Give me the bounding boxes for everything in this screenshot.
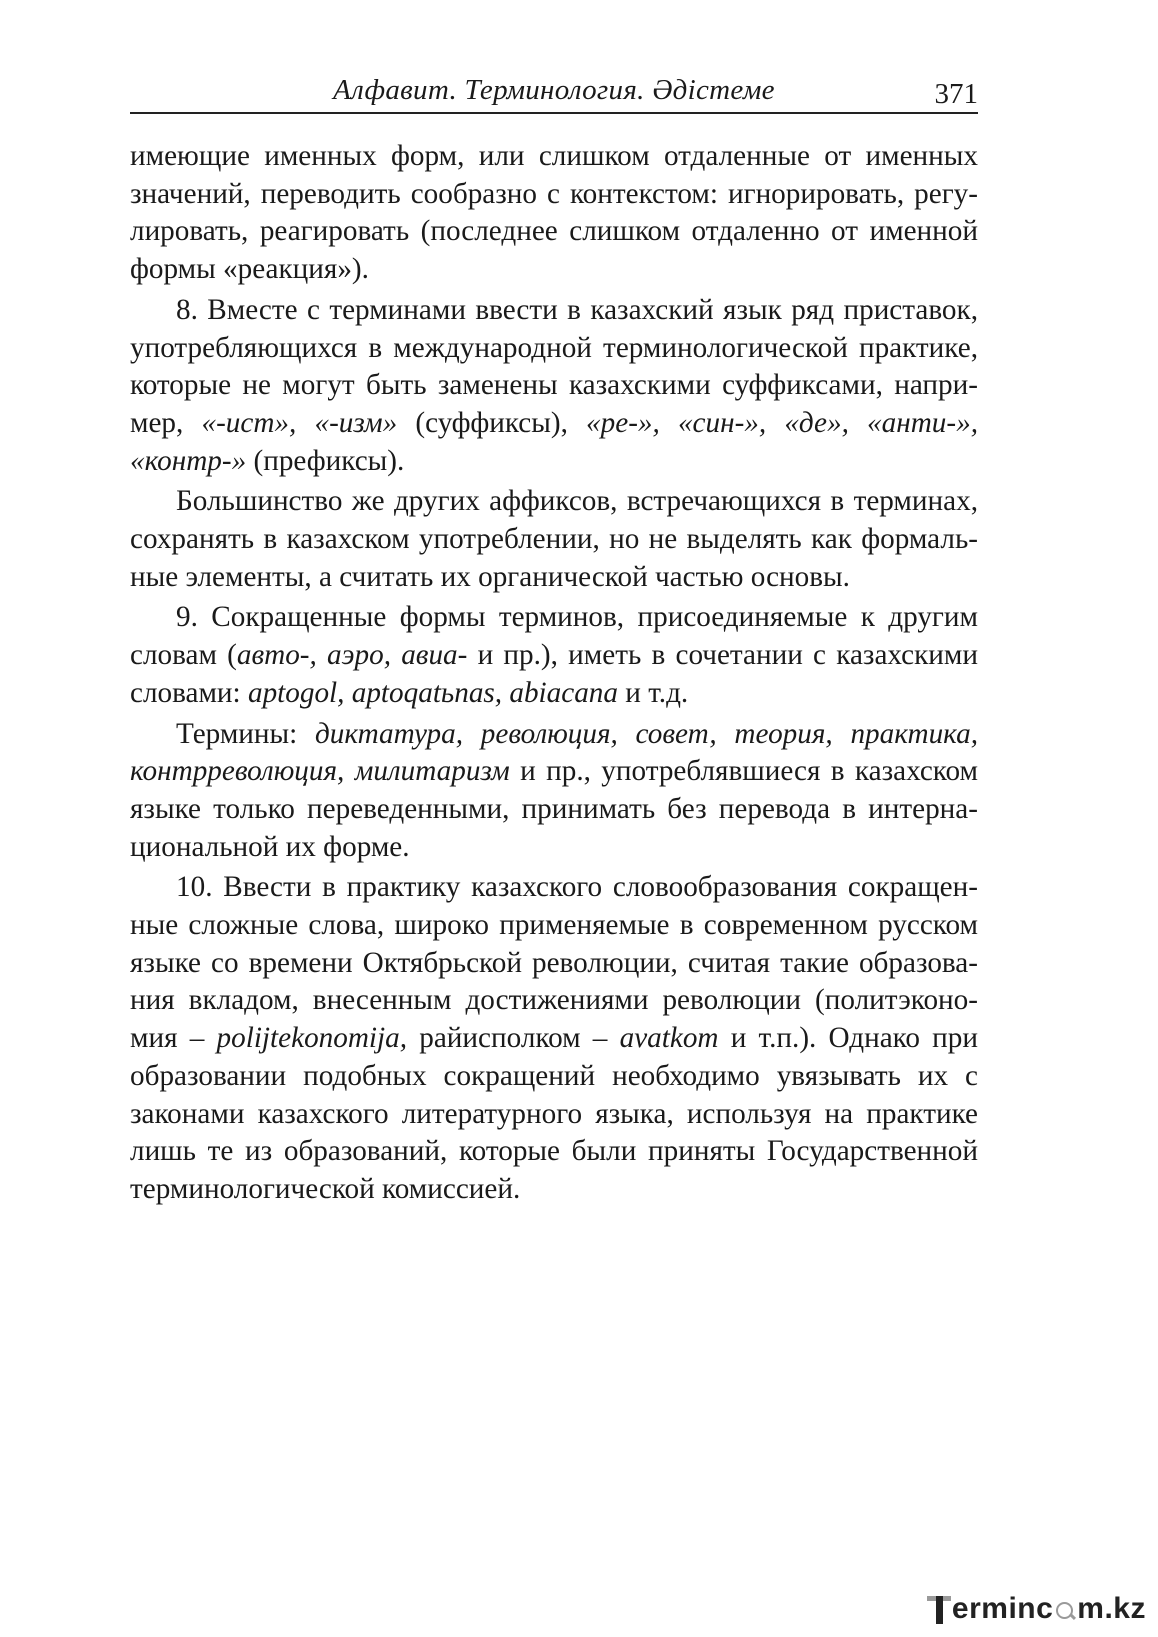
magnifier-icon (1055, 1597, 1075, 1621)
italic-term: «ре-», «син-», «де», «анти-», «контр-» (130, 406, 979, 477)
text-run: и т.д. (618, 676, 689, 709)
paragraph (130, 483, 978, 596)
text-run: 10. Ввести в практику казахского словообразования сокращенные сложные слова, широко применяемые в современном русском языке со времени Октябрьской революции, считая такие образования вкладом, внесенным достижениями революции (политэкономия – (130, 871, 978, 1055)
text-run: райисполком – (407, 1022, 620, 1055)
text-run: Термины: (176, 717, 315, 750)
text-run: (суффиксы), (397, 406, 587, 439)
paragraph (130, 599, 978, 712)
watermark-text-c: c (1036, 1592, 1054, 1625)
text-run: имеющие именных форм, или слишком отдаленные от именных значений, переводить сообразно с контекстом: игнорировать, регулировать, реагировать (последнее слишком отдаленно от именной формы «реакция»). (130, 140, 978, 286)
page-body (130, 138, 978, 1209)
paragraph (130, 716, 978, 867)
paragraph (130, 138, 978, 289)
paragraph (130, 292, 978, 481)
text-run: (префиксы). (246, 444, 405, 477)
paragraph (130, 869, 978, 1208)
text-run: 8. Вместе с терминами ввести в казахский язык ряд приставок, употребляющихся в международной терминологической практике, которые не могут быть заменены казахскими суффиксами, например, (130, 293, 978, 439)
watermark-text-part2: m.kz (1077, 1592, 1146, 1625)
watermark-t-logo-icon (927, 1592, 951, 1626)
text-run: Большинство же других аффиксов, встречающихся в терминах, сохранять в казахском употреблении, но не выделять как формальные элементы, а считать их органической частью основы. (130, 485, 978, 593)
italic-term: диктатура, революция, совет, теория, практика, контрреволюция, милитаризм (130, 717, 978, 788)
site-watermark (927, 1587, 1146, 1631)
italic-term: авто-, аэро, авиа- (236, 639, 468, 672)
page-number: 371 (934, 78, 978, 110)
italic-term: avatkom (619, 1022, 719, 1055)
text-run: и т.п.). Однако при образовании подобных сокращений необходимо увязывать их с законами казахского литературного языка, используя на практике лишь те из образований, которые были приняты Государственной терминологической комиссией. (130, 1022, 979, 1205)
text-run: и пр., употреблявшиеся в казахском языке только переведенными, принимать без перевода в интернациональной их форме. (130, 755, 979, 863)
text-run: 9. Сокращенные формы терминов, присоединяемые к другим словам ( (130, 601, 978, 672)
italic-term: «-ист», «-изм» (201, 406, 398, 439)
watermark-text-part1: ermin (951, 1592, 1037, 1625)
italic-term: aptogol, aptoqatьnas, abiacana (247, 676, 618, 709)
running-title: Алфавит. Терминология. Әдістеме (333, 74, 775, 106)
text-run: и пр.), иметь в сочетании с казахскими словами: (130, 639, 978, 709)
running-header (130, 72, 978, 114)
italic-term: polijtekonomija, (216, 1022, 408, 1055)
